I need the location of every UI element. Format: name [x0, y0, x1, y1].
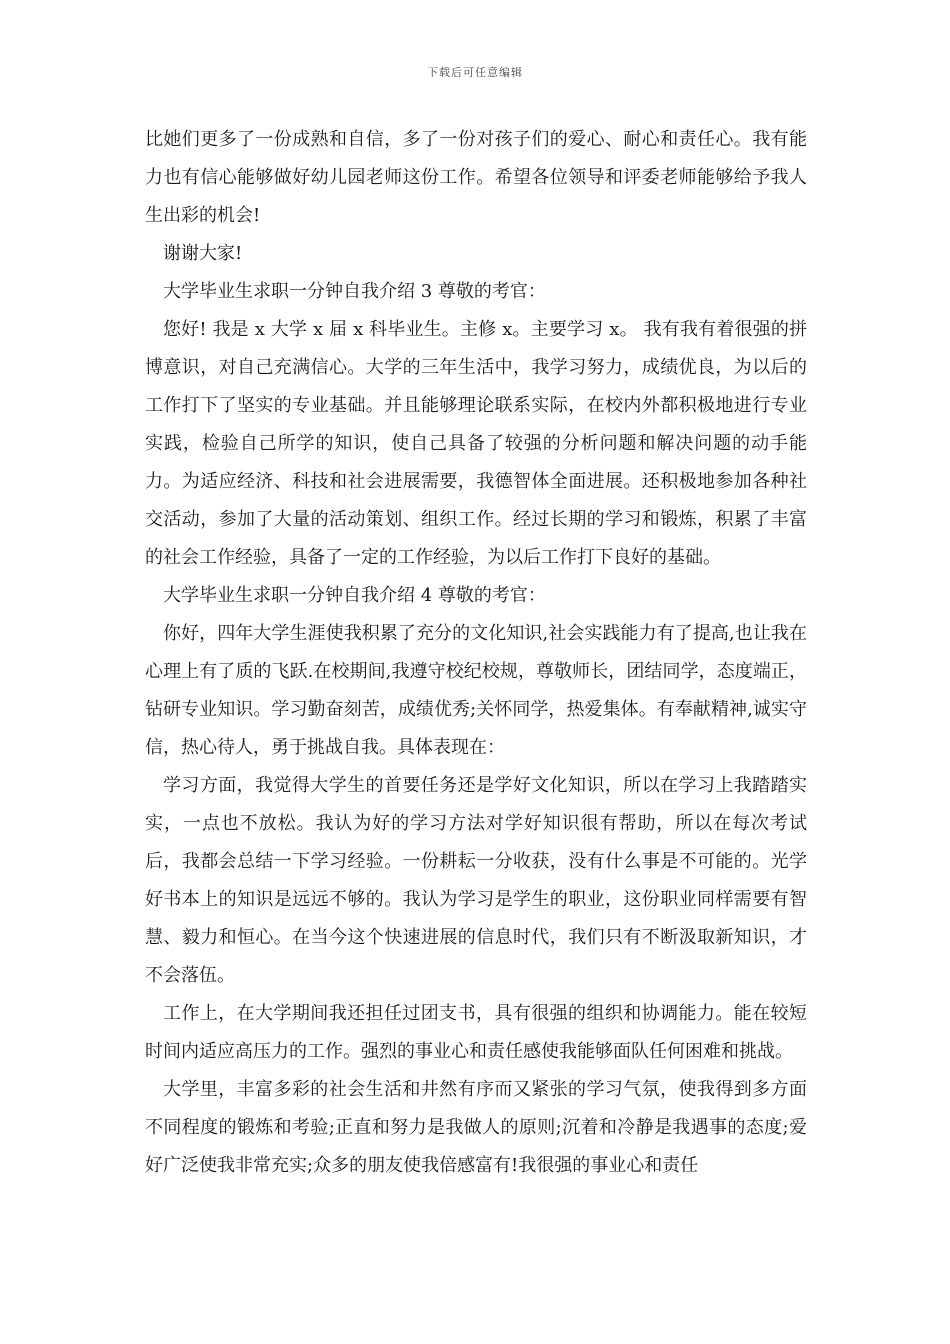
paragraph-intro-4: 你好，四年大学生涯使我积累了充分的文化知识,社会实践能力有了提高,也让我在心理上有了质的飞跃.在校期间,我遵守校纪校规，尊敬师长，团结同学，态度端正，钻研专业知识。学习勤奋刻苦，成绩优秀;关怀同学，热爱集体。有奉献精神,诚实守信，热心待人，勇于挑战自我。具体表现在：: [145, 623, 807, 758]
paragraph-thanks: 谢谢大家!: [163, 243, 243, 264]
page-header-note: 下载后可任意编辑: [427, 66, 523, 79]
paragraph-heading-4: 大学毕业生求职一分钟自我介绍 4 尊敬的考官：: [163, 585, 546, 606]
document-body: [145, 121, 807, 1185]
paragraph-study: 学习方面，我觉得大学生的首要任务还是学好文化知识，所以在学习上我踏踏实实，一点也不放松。我认为好的学习方法对学好知识很有帮助，所以在每次考试后，我都会总结一下学习经验。一份耕耘一分收获，没有什么事是不可能的。光学好书本上的知识是远远不够的。我认为学习是学生的职业，这份职业同样需要有智慧、毅力和恒心。在当今这个快速进展的信息时代，我们只有不断汲取新知识，才不会落伍。: [145, 775, 807, 986]
paragraph-continuation: 比她们更多了一份成熟和自信，多了一份对孩子们的爱心、耐心和责任心。我有能力也有信心能够做好幼儿园老师这份工作。希望各位领导和评委老师能够给予我人生出彩的机会!: [145, 129, 807, 226]
paragraph-university-life: 大学里，丰富多彩的社会生活和井然有序而又紧张的学习气氛，使我得到多方面不同程度的锻炼和考验;正直和努力是我做人的原则;沉着和冷静是我遇事的态度;爱好广泛使我非常充实;众多的朋友使我倍感富有!我很强的事业心和责任: [145, 1079, 807, 1176]
paragraph-heading-3: 大学毕业生求职一分钟自我介绍 3 尊敬的考官：: [163, 281, 546, 302]
paragraph-intro-3: 您好! 我是 x 大学 x 届 x 科毕业生。主修 x。主要学习 x。 我有我有着很强的拼博意识，对自己充满信心。大学的三年生活中，我学习努力，成绩优良，为以后的工作打下了坚实的专业基础。并且能够理论联系实际，在校内外都积极地进行专业实践，检验自己所学的知识，使自己具备了较强的分析问题和解决问题的动手能力。为适应经济、科技和社会进展需要，我德智体全面进展。还积极地参加各种社交活动，参加了大量的活动策划、组织工作。经过长期的学习和锻炼，积累了丰富的社会工作经验，具备了一定的工作经验，为以后工作打下良好的基础。: [145, 319, 807, 568]
paragraph-work: 工作上，在大学期间我还担任过团支书，具有很强的组织和协调能力。能在较短时间内适应高压力的工作。强烈的事业心和责任感使我能够面队任何困难和挑战。: [145, 1003, 807, 1062]
